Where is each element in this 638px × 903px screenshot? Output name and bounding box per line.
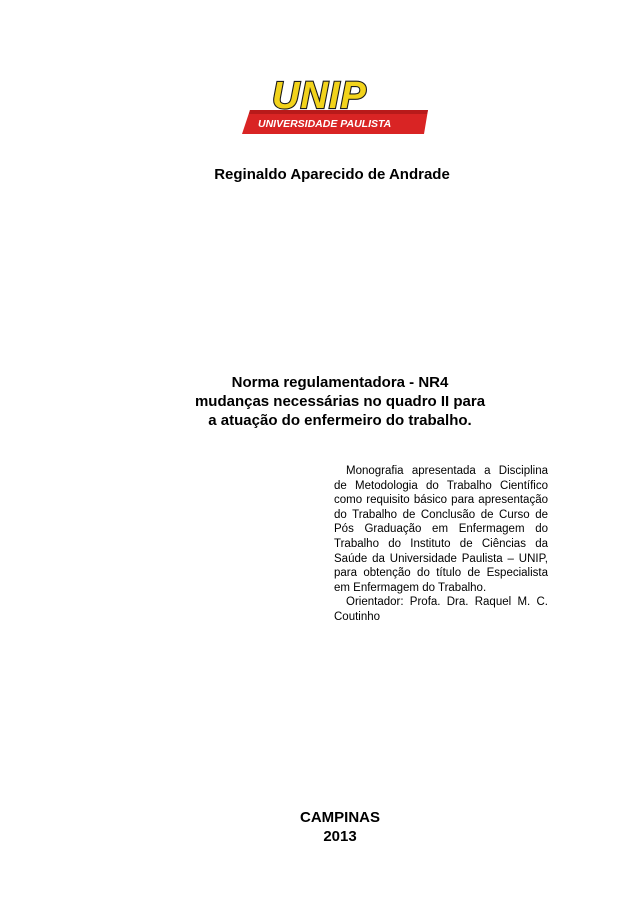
author-name: Reginaldo Aparecido de Andrade <box>214 166 450 183</box>
thesis-title <box>170 373 510 430</box>
footer <box>260 808 420 846</box>
year: 2013 <box>323 828 357 845</box>
unip-logo <box>238 70 433 142</box>
monograph-description <box>334 464 548 625</box>
city: CAMPINAS <box>299 809 380 826</box>
title-line: a atuação do enfermeiro do trabalho. <box>208 412 472 429</box>
title-line: Norma regulamentadora - NR4 <box>231 374 449 391</box>
title-line: mudanças necessárias no quadro II para <box>194 393 486 410</box>
logo-wordmark: UNIP <box>272 75 367 117</box>
advisor-text: Orientador: Profa. Dra. Raquel M. C. Coutinho <box>334 596 548 623</box>
description-text: Monografia apresentada a Disciplina de Metodologia do Trabalho Científico como requisito básico para apresentação do Trabalho de Conclusão de Curso de Pós Graduação em Enfermagem do Trabalho do Instituto de Ciências da Saúde da Universidade Paulista – UNIP, para obtenção do título de Especialista em Enfermagem do Trabalho. <box>334 465 548 594</box>
logo-subtitle: UNIVERSIDADE PAULISTA <box>258 118 392 130</box>
